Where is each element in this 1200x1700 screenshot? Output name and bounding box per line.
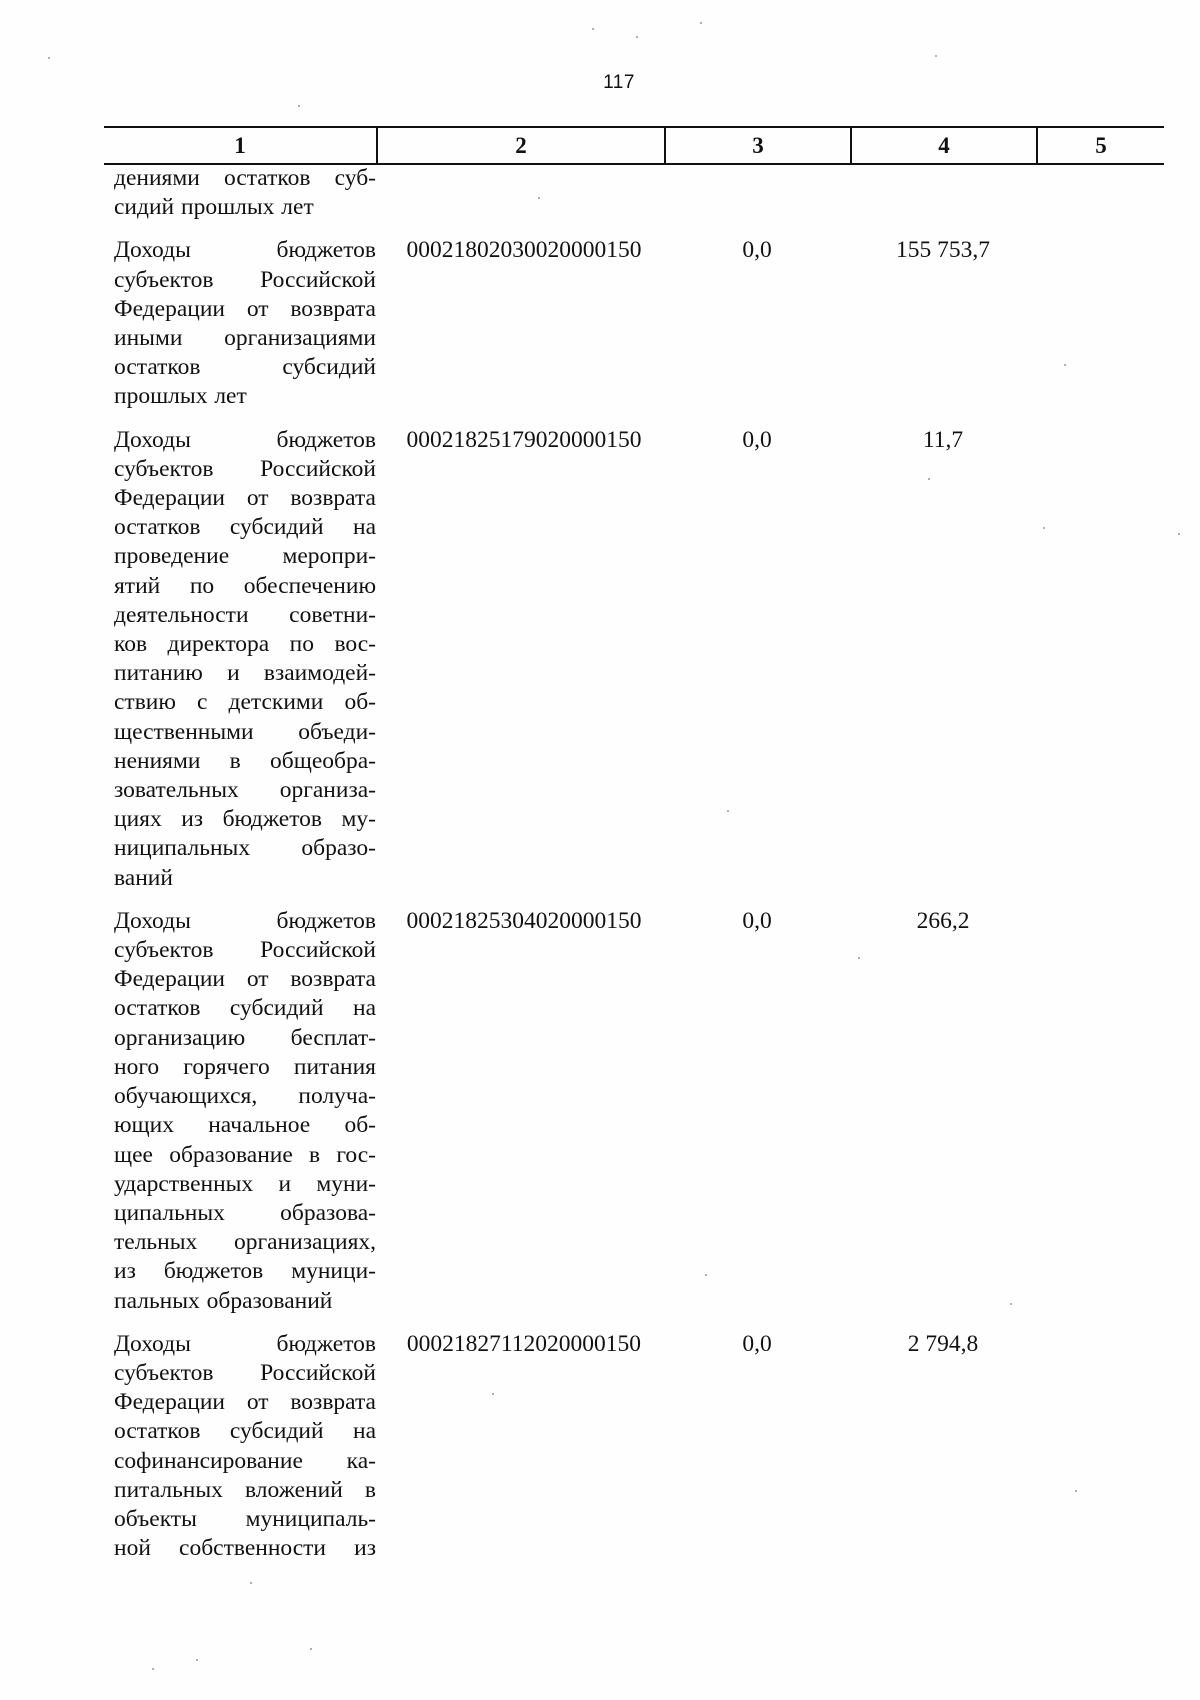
income-name-line: ципальных образова-	[114, 1199, 376, 1226]
budget-code-cell: 00021827112020000150	[406, 1330, 642, 1357]
scan-speck	[250, 1582, 252, 1584]
income-name-cell	[104, 236, 376, 411]
income-name-line: из бюджетов муници-	[114, 1258, 376, 1285]
col4-value-cell: 155 753,7	[896, 237, 990, 264]
income-name-line: объекты муниципаль-	[114, 1505, 376, 1532]
table-row	[104, 236, 1164, 411]
page-number: 117	[603, 72, 635, 93]
income-name-line: обучающихся, получа-	[114, 1083, 376, 1110]
income-name-line: остатков субсидий на	[114, 514, 376, 541]
scan-speck	[1064, 364, 1066, 366]
income-name-line: тельных организациях,	[114, 1229, 376, 1256]
income-name-line: субъектов Российской	[114, 455, 376, 482]
income-name-line: щественными объеди-	[114, 718, 376, 745]
income-name-cell	[104, 907, 376, 1316]
table-row	[104, 164, 1164, 222]
income-name-line: Доходы бюджетов	[114, 237, 376, 264]
income-name-line: субъектов Российской	[114, 1359, 376, 1386]
budget-code-cell: 00021825179020000150	[406, 426, 642, 453]
income-name-line: зовательных организа-	[114, 777, 376, 804]
scan-speck	[727, 810, 729, 812]
income-name-line: питанию и взаимодей-	[114, 660, 376, 687]
scan-speck	[538, 197, 540, 199]
header-col-4: 4	[850, 128, 1036, 163]
income-name-line: Федерации от возврата	[114, 295, 376, 322]
income-name-line: Федерации от возврата	[114, 1389, 376, 1416]
scan-speck	[1075, 1490, 1077, 1492]
income-name-line: ятий по обеспечению	[114, 572, 376, 599]
table-row	[104, 426, 1164, 893]
income-name-line: дениями остатков суб-	[114, 165, 376, 191]
income-name-line: ков директора по вос-	[114, 631, 376, 658]
scan-speck	[492, 1393, 494, 1395]
income-name-line: софинансирование ка-	[114, 1447, 376, 1474]
header-col-1: 1	[234, 133, 246, 158]
col3-value-cell: 0,0	[742, 237, 772, 264]
scan-speck	[858, 957, 860, 959]
income-name-line: Доходы бюджетов	[114, 426, 376, 453]
income-name-line: ваний	[114, 864, 173, 891]
table-row	[104, 1330, 1164, 1564]
income-name-line: питальных вложений в	[114, 1476, 376, 1503]
income-name-line: организацию бесплат-	[114, 1024, 376, 1051]
scan-speck	[928, 478, 930, 480]
scan-speck	[935, 55, 937, 57]
income-name-cell	[104, 1330, 376, 1564]
scan-speck	[1043, 527, 1045, 529]
income-name-line: субъектов Российской	[114, 266, 376, 293]
col4-value-cell: 2 794,8	[907, 1330, 979, 1357]
income-name-line: ного горячего питания	[114, 1053, 376, 1080]
scan-speck	[48, 57, 50, 59]
income-name-line: пальных образований	[114, 1287, 333, 1314]
table-header	[104, 126, 1164, 165]
income-name-line: Федерации от возврата	[114, 966, 376, 993]
col4-value-cell: 266,2	[916, 907, 970, 934]
income-name-cell	[104, 164, 376, 222]
income-name-line: сидий прошлых лет	[114, 194, 314, 221]
income-name-line: нениями в общеобра-	[114, 747, 376, 774]
scan-speck	[700, 22, 702, 24]
income-name-line: субъектов Российской	[114, 937, 376, 964]
income-name-line: прошлых лет	[114, 383, 247, 410]
budget-code-cell: 00021825304020000150	[406, 907, 642, 934]
income-name-line: щее образование в гос-	[114, 1141, 376, 1168]
scan-speck	[1010, 1303, 1012, 1305]
scan-speck	[592, 28, 594, 30]
scan-speck	[152, 1668, 154, 1670]
income-name-line: проведение меропри-	[114, 543, 376, 570]
scan-speck	[196, 1659, 198, 1661]
income-name-cell	[104, 426, 376, 893]
table-row	[104, 907, 1164, 1316]
income-name-line: Доходы бюджетов	[114, 1330, 376, 1357]
scan-speck	[705, 1274, 707, 1276]
income-name-line: остатков субсидий на	[114, 1418, 376, 1445]
income-name-line: циях из бюджетов му-	[114, 806, 376, 833]
income-name-line: иными организациями	[114, 325, 376, 352]
header-col-3: 3	[664, 128, 850, 163]
income-name-line: Доходы бюджетов	[114, 907, 376, 934]
income-name-line: остатков субсидий	[114, 354, 376, 381]
budget-code-cell: 00021802030020000150	[406, 237, 642, 264]
income-name-line: ной собственности из	[114, 1535, 376, 1562]
income-name-line: деятельности советни-	[114, 601, 376, 628]
scan-speck	[636, 36, 638, 38]
income-name-line: Федерации от возврата	[114, 485, 376, 512]
scan-speck	[298, 105, 300, 107]
col3-value-cell: 0,0	[742, 907, 772, 934]
header-col-2: 2	[376, 128, 664, 163]
table-body	[104, 164, 1164, 1577]
scan-speck	[310, 1648, 312, 1650]
income-name-line: остатков субсидий на	[114, 995, 376, 1022]
header-col-5: 5	[1036, 128, 1164, 163]
col3-value-cell: 0,0	[742, 426, 772, 453]
income-name-line: ниципальных образо-	[114, 835, 376, 862]
scan-speck	[1178, 533, 1180, 535]
col3-value-cell: 0,0	[742, 1330, 772, 1357]
col4-value-cell: 11,7	[922, 426, 964, 453]
income-name-line: ударственных и муни-	[114, 1170, 376, 1197]
income-name-line: ствию с детскими об-	[114, 689, 376, 716]
income-name-line: ющих начальное об-	[114, 1112, 376, 1139]
